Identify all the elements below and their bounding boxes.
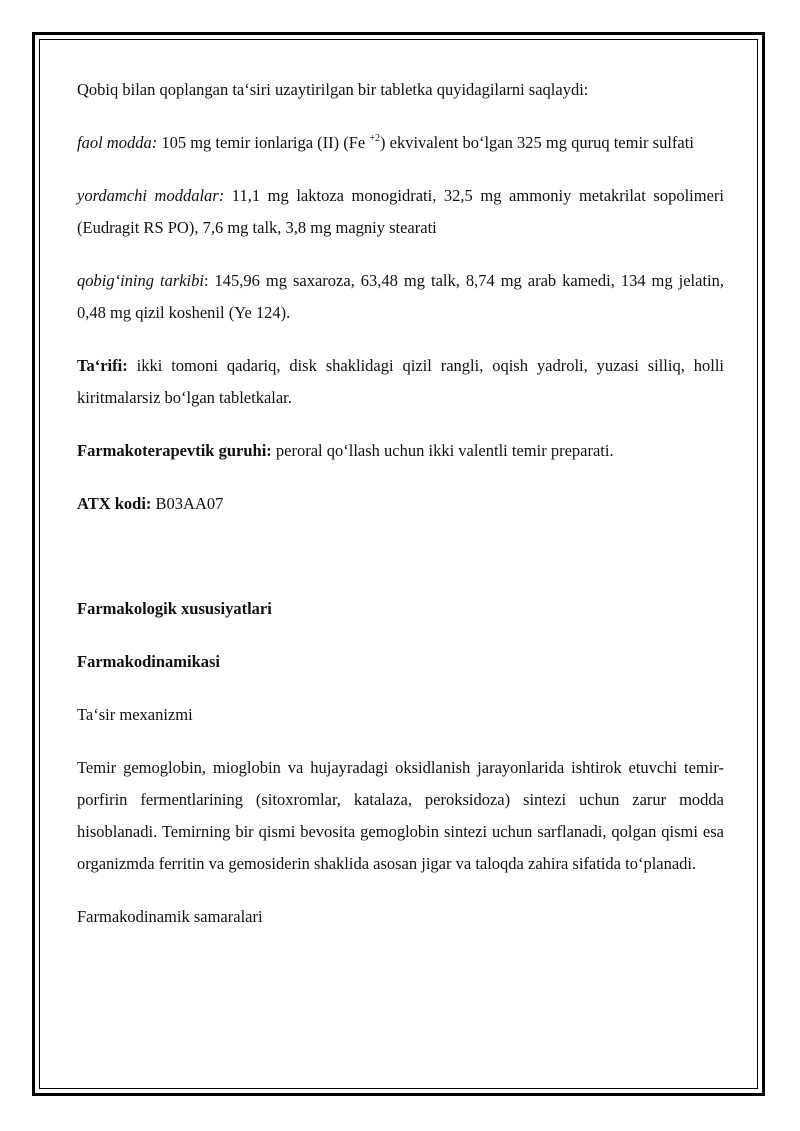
document-body <box>77 74 724 933</box>
excipients-paragraph <box>77 180 724 244</box>
pharmacotherapeutic-group-paragraph <box>77 435 724 467</box>
atx-code-paragraph <box>77 488 724 520</box>
pharmacodynamic-effects-subheading: Farmakodinamik samaralari <box>77 907 263 926</box>
active-substance-text-after: ) ekvivalent bo‘lgan 325 mg quruq temir sulfati <box>380 133 694 152</box>
description-paragraph <box>77 350 724 414</box>
coating-text: : 145,96 mg saxaroza, 63,48 mg talk, 8,74 mg arab kamedi, 134 mg jelatin, 0,48 mg qizil koshenil (Ye 124). <box>77 271 724 322</box>
excipients-label: yordamchi moddalar: <box>77 186 225 205</box>
pharmacotherapeutic-group-label: Farmakoterapevtik guruhi: <box>77 441 272 460</box>
intro-paragraph: Qobiq bilan qoplangan ta‘siri uzaytirilgan bir tabletka quyidagilarni saqlaydi: <box>77 80 589 99</box>
mechanism-subheading: Ta‘sir mexanizmi <box>77 705 193 724</box>
active-substance-text-before: 105 mg temir ionlariga (II) (Fe <box>157 133 370 152</box>
mechanism-paragraph: Temir gemoglobin, mioglobin va hujayradagi oksidlanish jarayonlarida ishtirok etuvchi temir-porfirin fermentlarining (sitoxromlar, katalaza, peroksidoza) sintezi uchun zarur modda hisoblanadi. Temirning bir qismi bevosita gemoglobin sintezi uchun sarflanadi, qolgan qismi esa organizmda ferritin va gemosiderin shaklida asosan jigar va taloqda zahira sifatida to‘planadi. <box>77 758 724 873</box>
description-label: Ta‘rifi: <box>77 356 128 375</box>
pharmacodynamics-heading: Farmakodinamikasi <box>77 652 221 671</box>
active-substance-paragraph <box>77 127 724 159</box>
excipients-text: 11,1 mg laktoza monogidrati, 32,5 mg ammoniy metakrilat sopolimeri (Eudragit RS PO), 7,6 mg talk, 3,8 mg magniy stearati <box>77 186 725 237</box>
pharmacotherapeutic-group-text: peroral qo‘llash uchun ikki valentli temir preparati. <box>271 441 614 460</box>
coating-label: qobig‘ining tarkibi <box>77 271 204 290</box>
atx-code-label: ATX kodi: <box>77 494 152 513</box>
iron-charge-superscript: +2 <box>369 133 381 144</box>
active-substance-label: faol modda: <box>77 133 158 152</box>
pharmacological-properties-heading: Farmakologik xususiyatlari <box>77 599 272 618</box>
coating-paragraph <box>77 265 724 329</box>
atx-code-value: B03AA07 <box>151 494 224 513</box>
description-text: ikki tomoni qadariq, disk shaklidagi qizil rangli, oqish yadroli, yuzasi silliq, holli kiritmalarsiz bo‘lgan tabletkalar. <box>77 356 724 407</box>
